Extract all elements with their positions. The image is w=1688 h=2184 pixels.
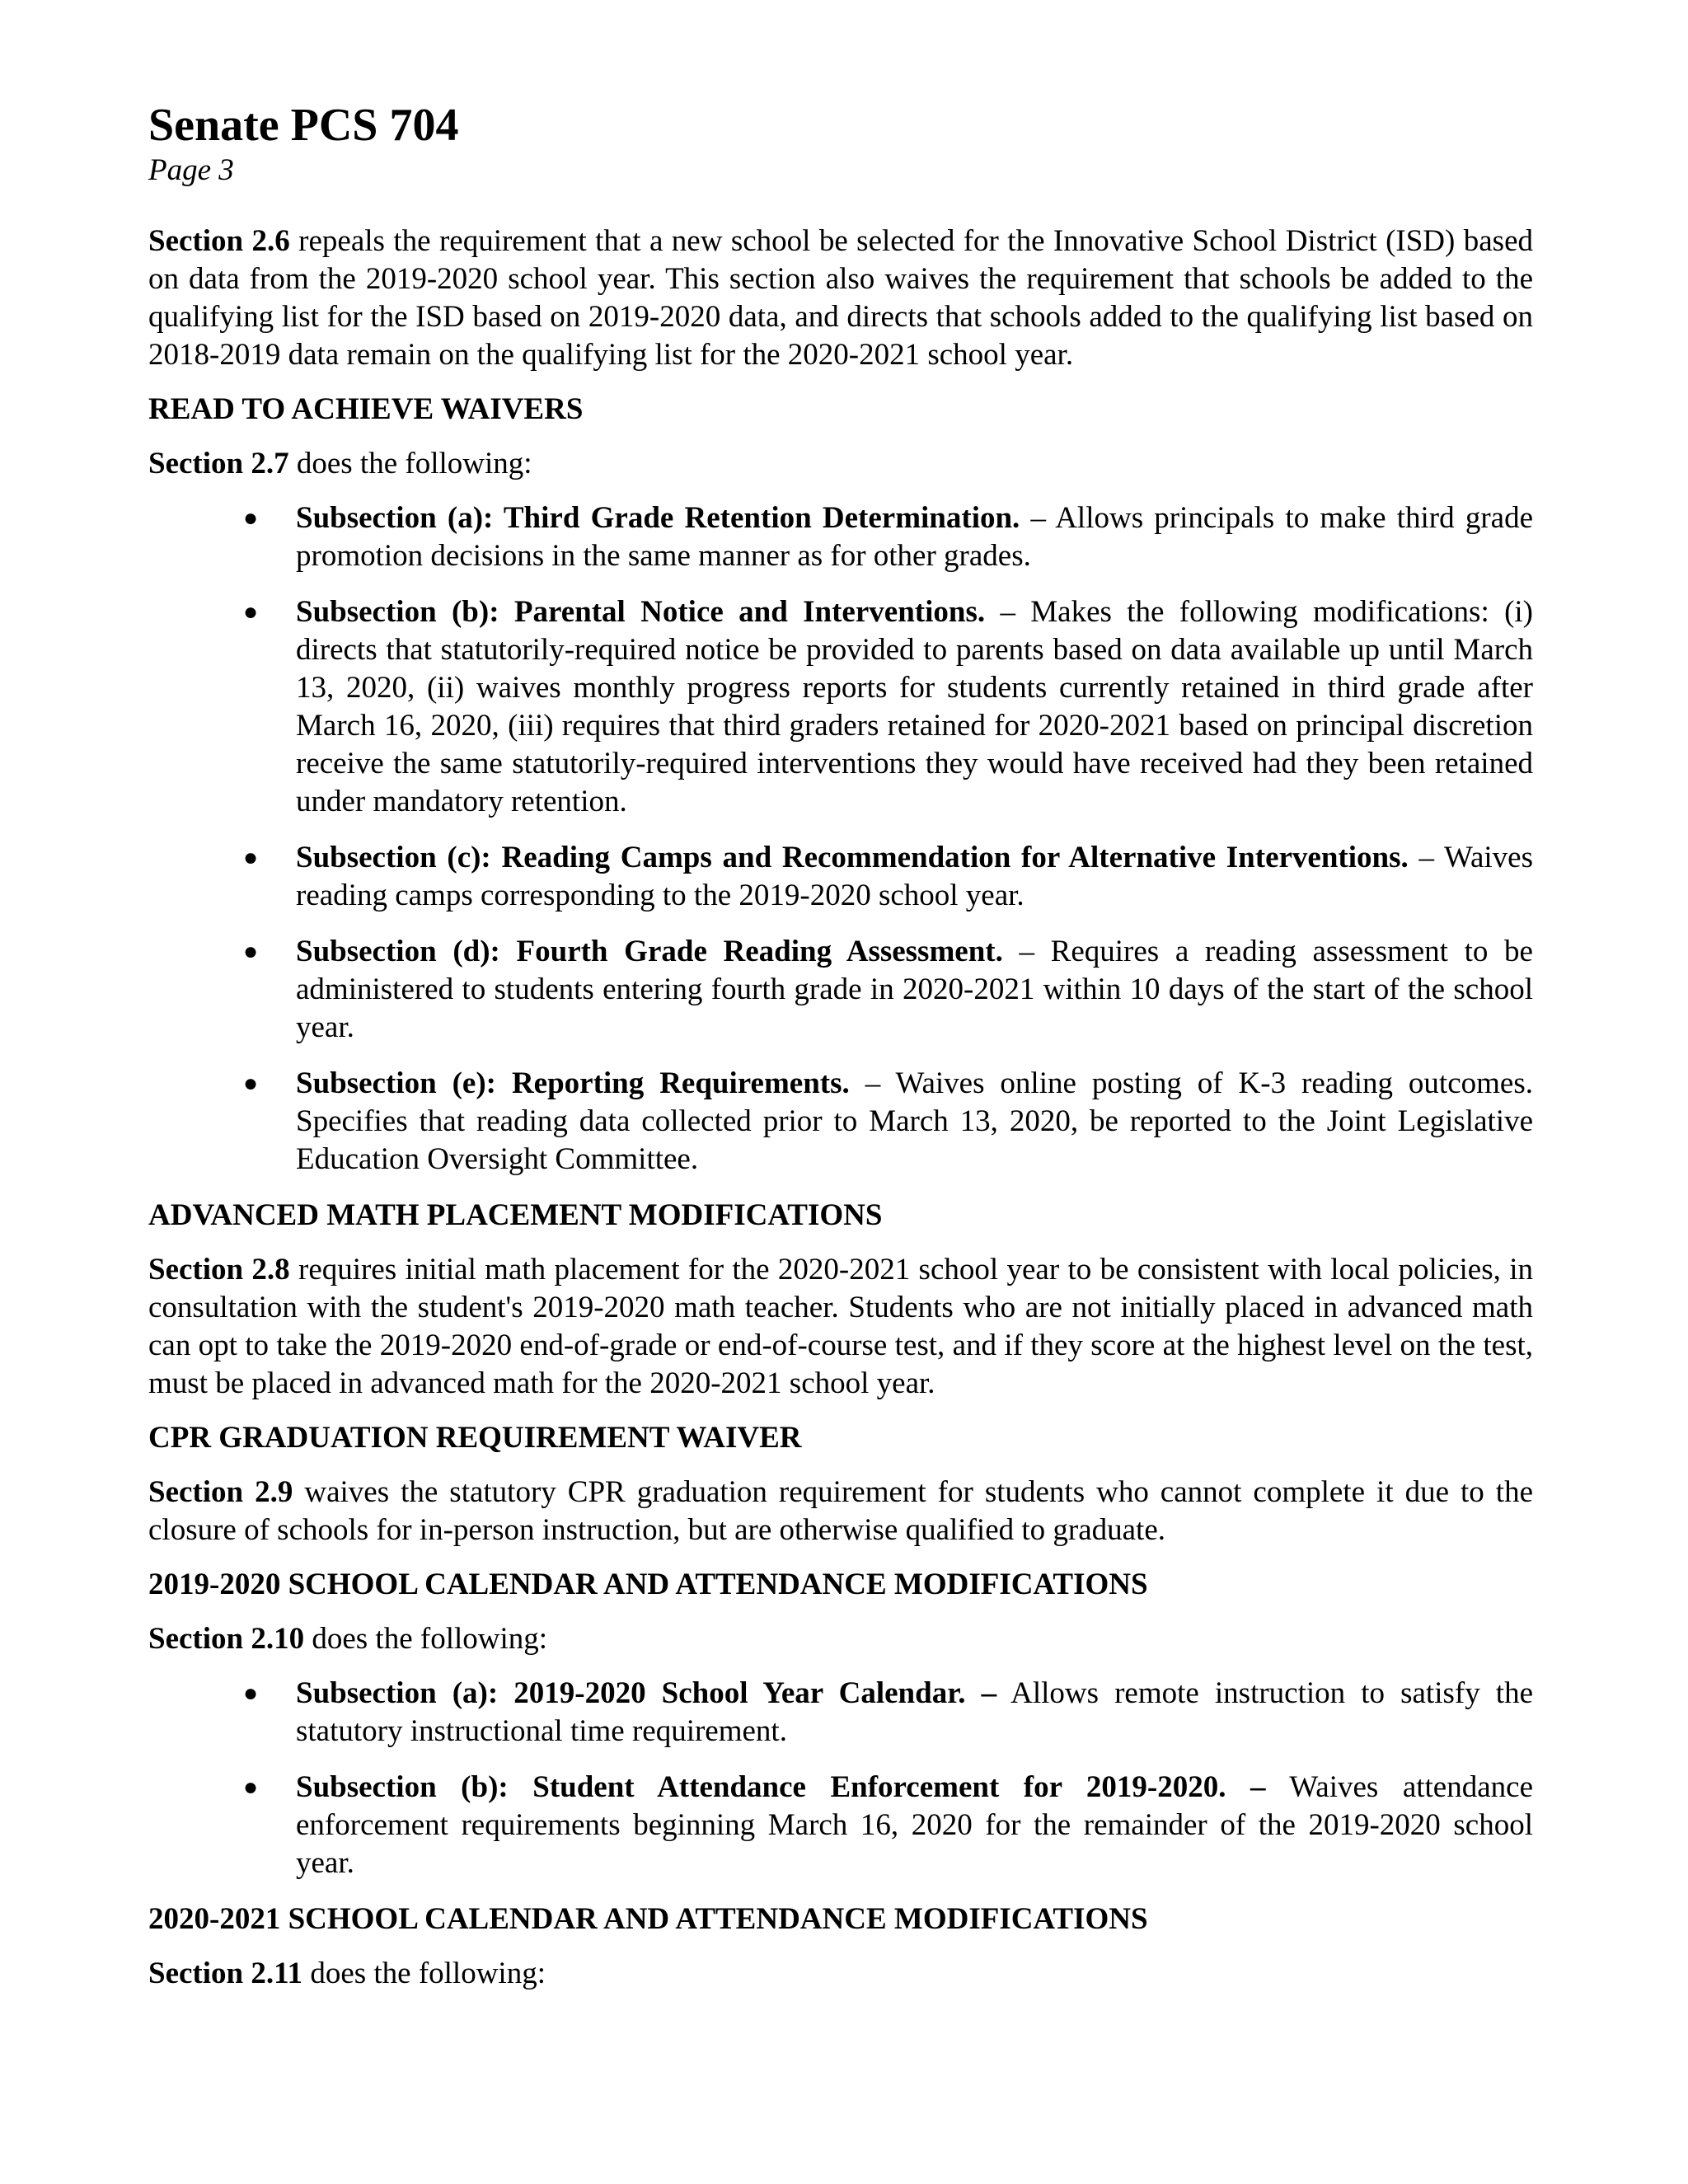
bullet-icon: ● xyxy=(243,844,259,871)
subsection-text: – Makes the following modifications: (i) directs that statutorily-required notice be provided to parents based on data available up until March 13, 2020, (ii) waives monthly progress reports for students currently retained in third grade after March 16, 2020, (iii) requires that third graders retained for 2020-2021 based on principal discretion receive the same statutorily-required interventions they would have received had they been retained under mandatory retention. xyxy=(296,595,1533,818)
list-item xyxy=(148,933,1533,1047)
section-2-8-paragraph xyxy=(148,1251,1533,1403)
page-number: Page 3 xyxy=(148,153,234,187)
subsection-label: Subsection (a): Third Grade Retention Determination. xyxy=(296,501,1020,535)
bullet-icon: ● xyxy=(243,938,259,965)
subsection-label: Subsection (b): Parental Notice and Interventions. xyxy=(296,595,986,629)
subsection-text: – Allows principals to make third grade promotion decisions in the same manner as for other grades. xyxy=(296,501,1534,573)
section-label: Section 2.9 xyxy=(148,1475,293,1509)
list-item xyxy=(148,593,1533,821)
section-2-7-list xyxy=(148,499,1533,1179)
section-text: repeals the requirement that a new school be selected for the Innovative School District (ISD) based on data from the 2019-2020 school year. This section also waives the requirement that schools be added to the qualifying list for the ISD based on 2019-2020 data, and directs that schools added to the qualifying list based on 2018-2019 data remain on the qualifying list for the 2020-2021 school year. xyxy=(148,224,1533,372)
list-item xyxy=(148,1675,1533,1750)
section-text: requires initial math placement for the 2020-2021 school year to be consistent with local policies, in consultation with the student's 2019-2020 math teacher. Students who are not initially placed in advanced math can opt to take the 2019-2020 end-of-grade or end-of-course test, and if they score at the highest level on the test, must be placed in advanced math for the 2020-2021 school year. xyxy=(148,1253,1533,1400)
section-label: Section 2.7 xyxy=(148,447,289,480)
subsection-label: Subsection (a): 2019-2020 School Year Calendar. – xyxy=(296,1676,997,1710)
section-2-7-paragraph xyxy=(148,445,1533,483)
section-2-6-paragraph xyxy=(148,223,1533,374)
subsection-text: – Waives reading camps corresponding to the 2019-2020 school year. xyxy=(296,841,1533,912)
subsection-text: – Requires a reading assessment to be administered to students entering fourth grade in 2020-2021 within 10 days of the start of the school year. xyxy=(296,935,1533,1044)
list-item xyxy=(148,1769,1533,1882)
bullet-icon: ● xyxy=(243,1070,259,1097)
heading-advanced-math: ADVANCED MATH PLACEMENT MODIFICATIONS xyxy=(148,1198,883,1232)
bullet-icon: ● xyxy=(243,598,259,626)
document-page xyxy=(148,99,1533,2009)
section-2-10-paragraph xyxy=(148,1620,1533,1658)
heading-read-to-achieve: READ TO ACHIEVE WAIVERS xyxy=(148,392,584,426)
section-text: waives the statutory CPR graduation requirement for students who cannot complete it due to the closure of schools for in-person instruction, but are otherwise qualified to graduate. xyxy=(148,1475,1533,1547)
list-item xyxy=(148,1065,1533,1179)
section-label: Section 2.10 xyxy=(148,1622,305,1656)
subsection-text: Allows remote instruction to satisfy the statutory instructional time requirement. xyxy=(296,1676,1533,1748)
section-2-9-paragraph xyxy=(148,1474,1533,1549)
heading-2020-2021-calendar: 2020-2021 SCHOOL CALENDAR AND ATTENDANCE MODIFICATIONS xyxy=(148,1902,1148,1936)
section-2-11-paragraph xyxy=(148,1955,1533,1993)
section-text: does the following: xyxy=(302,1957,546,1990)
section-text: does the following: xyxy=(288,447,532,480)
list-item xyxy=(148,499,1533,575)
subsection-text: Waives attendance enforcement requirements beginning March 16, 2020 for the remainder of the 2019-2020 school year. xyxy=(296,1770,1533,1880)
bullet-icon: ● xyxy=(243,1680,259,1707)
section-2-10-list xyxy=(148,1675,1533,1882)
section-label: Section 2.6 xyxy=(148,224,290,258)
bullet-icon: ● xyxy=(243,1774,259,1801)
document-title: Senate PCS 704 xyxy=(148,100,459,151)
subsection-label: Subsection (b): Student Attendance Enforcement for 2019-2020. – xyxy=(296,1770,1266,1804)
subsection-text: – Waives online posting of K-3 reading outcomes. Specifies that reading data collected prior to March 13, 2020, be reported to the Joint Legislative Education Oversight Committee. xyxy=(296,1066,1533,1176)
section-label: Section 2.8 xyxy=(148,1253,290,1286)
bullet-icon: ● xyxy=(243,504,259,532)
heading-2019-2020-calendar: 2019-2020 SCHOOL CALENDAR AND ATTENDANCE MODIFICATIONS xyxy=(148,1568,1148,1601)
subsection-label: Subsection (d): Fourth Grade Reading Assessment. xyxy=(296,935,1003,968)
list-item xyxy=(148,839,1533,915)
subsection-label: Subsection (e): Reporting Requirements. xyxy=(296,1066,850,1100)
subsection-label: Subsection (c): Reading Camps and Recommendation for Alternative Interventions. xyxy=(296,841,1409,874)
heading-cpr-waiver: CPR GRADUATION REQUIREMENT WAIVER xyxy=(148,1421,802,1455)
section-label: Section 2.11 xyxy=(148,1957,303,1990)
section-text: does the following: xyxy=(304,1622,548,1656)
